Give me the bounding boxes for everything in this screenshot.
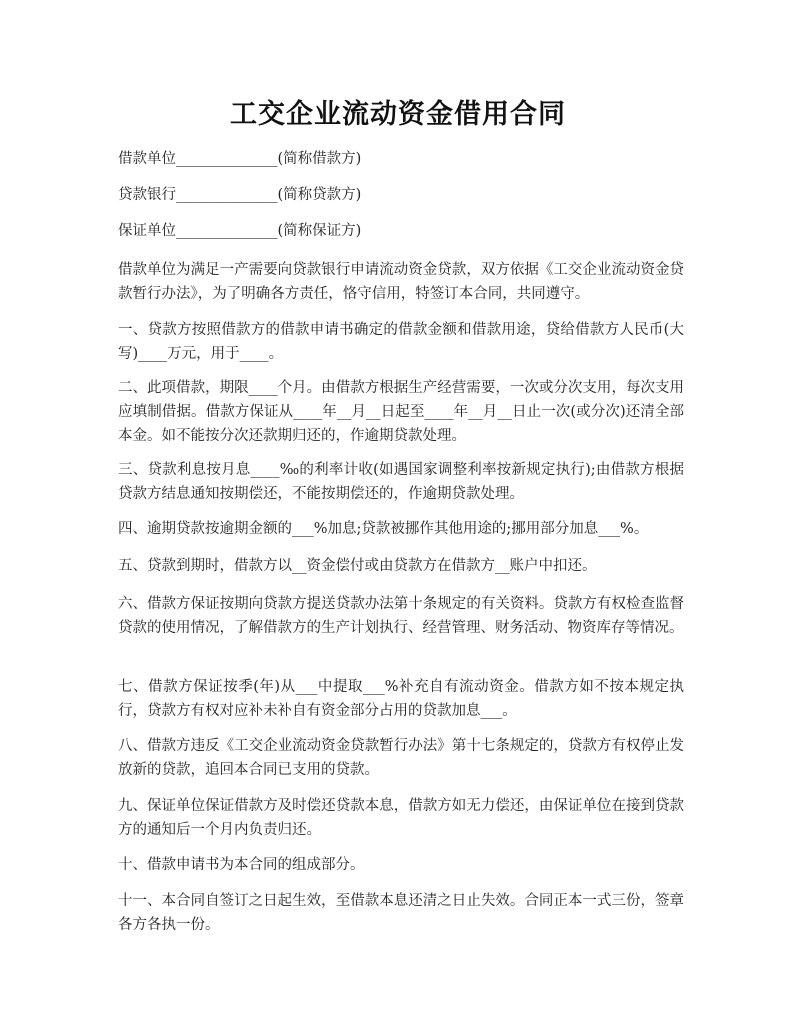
clause-6: 六、借款方保证按期向贷款方提送贷款办法第十条规定的有关资料。贷款方有权检查监督贷款的使用情况，了解借款方的生产计划执行、经营管理、财务活动、物资库存等情况。 — [118, 596, 684, 636]
clause-11: 十一、本合同自签订之日起生效，至借款本息还清之日止失效。合同正本一式三份，签章各方各执一份。 — [118, 893, 684, 933]
clause-3: 三、贷款利息按月息____‰的利率计收(如遇国家调整利率按新规定执行);由借款方根据贷款方结息通知按期偿还，不能按期偿还的，作逾期贷款处理。 — [118, 462, 684, 502]
clause-7: 七、借款方保证按季(年)从___中提取___%补充自有流动资金。借款方如不按本规定执行，贷款方有权对应补未补自有资金部分占用的贷款加息___。 — [118, 679, 684, 719]
party-guarantor: 保证单位______________(简称保证方) — [118, 223, 362, 239]
party-lender-bank: 贷款银行______________(简称贷款方) — [118, 187, 362, 203]
preamble-paragraph: 借款单位为满足一产需要向贷款银行申请流动资金贷款，双方依据《工交企业流动资金贷款暂行办法》，为了明确各方责任，恪守信用，特签订本合同，共同遵守。 — [118, 262, 684, 302]
party-borrower: 借款单位______________(简称借款方) — [118, 151, 362, 167]
clause-1: 一、贷款方按照借款方的借款申请书确定的借款金额和借款用途，贷给借款方人民币(大写)____万元，用于____。 — [118, 322, 684, 362]
clause-2: 二、此项借款，期限____个月。由借款方根据生产经营需要，一次或分次支用，每次支用应填制借据。借款方保证从____年__月__日起至____年__月__日止一次(或分次)还清全部本金。如不能按分次还款期归还的，作逾期贷款处理。 — [118, 380, 684, 444]
clause-5: 五、贷款到期时，借款方以__资金偿付或由贷款方在借款方__账户中扣还。 — [118, 558, 597, 574]
clause-9: 九、保证单位保证借款方及时偿还贷款本息，借款方如无力偿还，由保证单位在接到贷款方的通知后一个月内负责归还。 — [118, 798, 684, 838]
clause-8: 八、借款方违反《工交企业流动资金贷款暂行办法》第十七条规定的，贷款方有权停止发放新的贷款，追回本合同已支用的贷款。 — [118, 738, 684, 778]
clause-4: 四、逾期贷款按逾期金额的___%加息;贷款被挪作其他用途的;挪用部分加息___%。 — [118, 521, 649, 537]
document-title: 工交企业流动资金借用合同 — [230, 99, 566, 130]
clause-10: 十、借款申请书为本合同的组成部分。 — [118, 857, 365, 873]
